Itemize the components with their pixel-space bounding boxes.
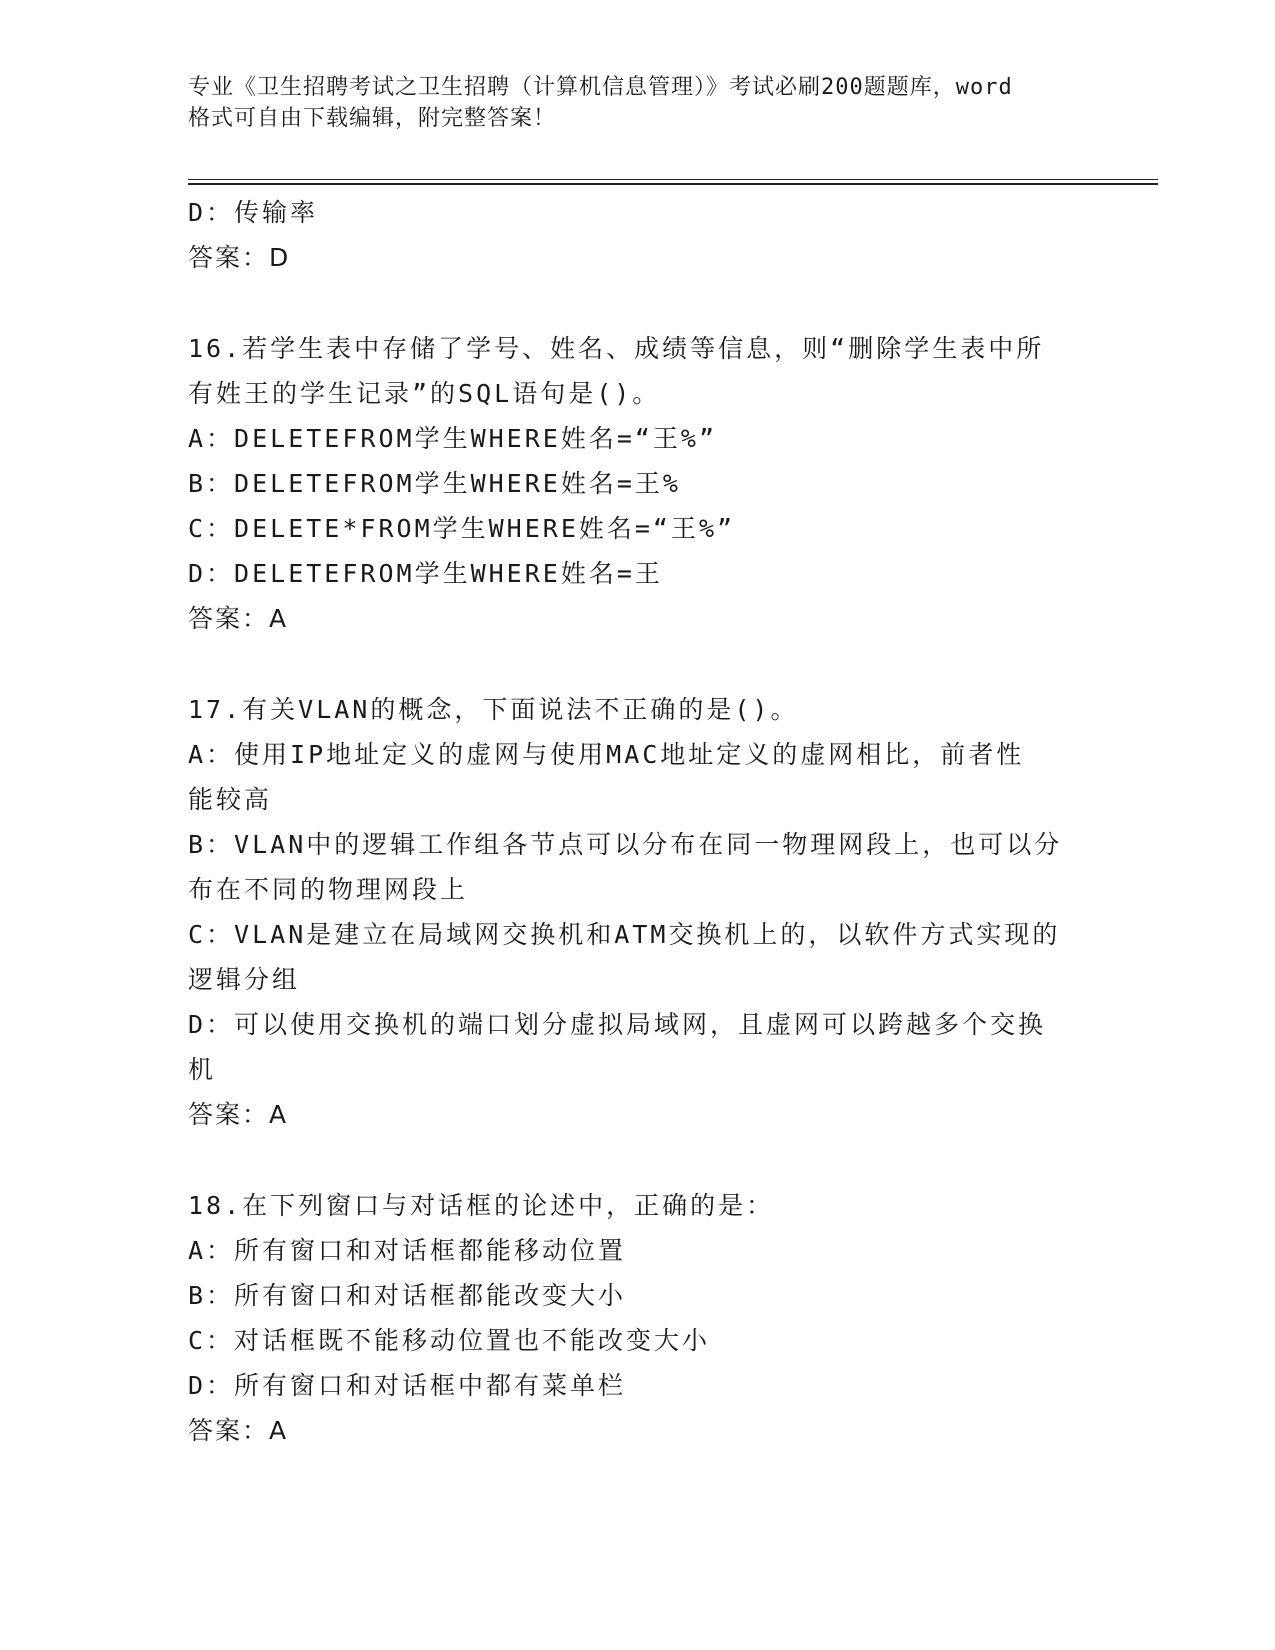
option-b: B：所有窗口和对话框都能改变大小: [188, 1281, 627, 1310]
answer-line: 答案：D: [188, 243, 291, 272]
answer-line: 答案：A: [188, 604, 289, 633]
question-stem: 17.有关VLAN的概念，下面说法不正确的是()。: [188, 695, 799, 724]
question-stem-continued: 有姓王的学生记录”的SQL语句是()。: [188, 379, 661, 408]
option-c: C：对话框既不能移动位置也不能改变大小: [188, 1326, 711, 1355]
option-a: A：使用IP地址定义的虚网与使用MAC地址定义的虚网相比，前者性: [188, 740, 1025, 769]
option-c-continued: 逻辑分组: [188, 965, 301, 994]
option-c: C：DELETE*FROM学生WHERE姓名=“王%”: [188, 514, 736, 543]
option-d: D：DELETEFROM学生WHERE姓名=王: [188, 559, 663, 588]
option-c: C：VLAN是建立在局域网交换机和ATM交换机上的，以软件方式实现的: [188, 920, 1061, 949]
option-a: A：所有窗口和对话框都能移动位置: [188, 1236, 627, 1265]
answer-line: 答案：A: [188, 1416, 289, 1445]
option-d: D：传输率: [188, 198, 319, 227]
header-divider-thick: [188, 183, 1158, 185]
option-a: A：DELETEFROM学生WHERE姓名=“王%”: [188, 424, 718, 453]
option-d-continued: 机: [188, 1055, 217, 1084]
header-line-1: 专业《卫生招聘考试之卫生招聘（计算机信息管理）》考试必刷200题题库，word: [188, 75, 1013, 100]
header-divider-thin: [188, 179, 1158, 180]
question-18: [188, 1183, 1088, 1453]
question-stem: 16.若学生表中存储了学号、姓名、成绩等信息，则“删除学生表中所: [188, 334, 1045, 363]
option-b: B：DELETEFROM学生WHERE姓名=王%: [188, 469, 681, 498]
option-d: D：可以使用交换机的端口划分虚拟局域网，且虚网可以跨越多个交换: [188, 1010, 1047, 1039]
option-b: B：VLAN中的逻辑工作组各节点可以分布在同一物理网段上，也可以分: [188, 830, 1063, 859]
page-header: [188, 72, 1088, 134]
header-line-2: 格式可自由下载编辑，附完整答案！: [188, 106, 557, 131]
option-d: D：所有窗口和对话框中都有菜单栏: [188, 1371, 627, 1400]
question-17: [188, 687, 1088, 1137]
option-a-continued: 能较高: [188, 785, 273, 814]
option-b-continued: 布在不同的物理网段上: [188, 875, 469, 904]
previous-question-tail: [188, 190, 1088, 280]
document-body: [188, 190, 1088, 1453]
question-16: [188, 326, 1088, 641]
question-stem: 18.在下列窗口与对话框的论述中，正确的是：: [188, 1191, 775, 1220]
answer-line: 答案：A: [188, 1100, 289, 1129]
